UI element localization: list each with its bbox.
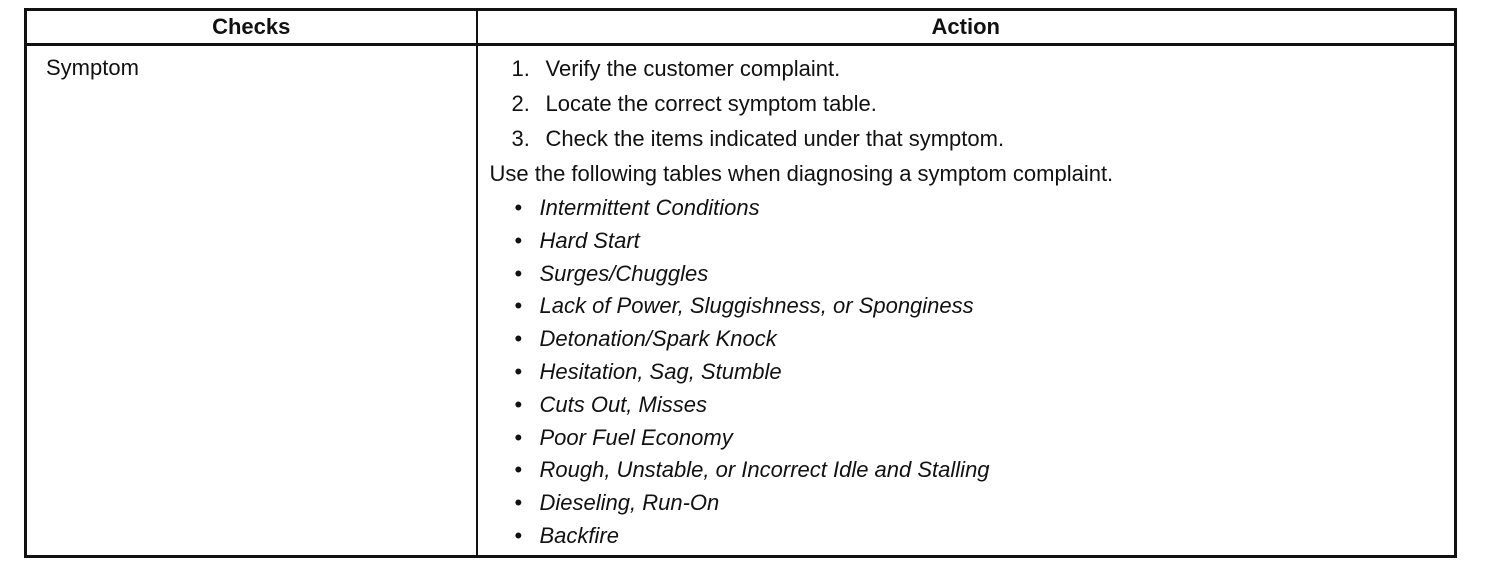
header-checks: Checks — [26, 10, 477, 45]
symptom-table-name: Rough, Unstable, or Incorrect Idle and Stalling — [539, 457, 990, 483]
list-item — [490, 194, 1455, 227]
symptom-table-name: Intermittent Conditions — [539, 195, 760, 220]
symptom-table-name: Surges/Chuggles — [539, 260, 709, 286]
table-row — [26, 45, 1456, 557]
step-number: 1. — [511, 56, 530, 81]
steps-list — [490, 55, 1455, 160]
symptom-table-name: Lack of Power, Sluggishness, or Sponginess — [539, 293, 974, 319]
symptom-table-name: Poor Fuel Economy — [539, 424, 733, 450]
step-number: 2. — [511, 91, 530, 116]
header-action: Action — [477, 10, 1456, 45]
symptom-table-name: Dieseling, Run-On — [539, 490, 720, 516]
bullet-icon: • — [514, 522, 523, 548]
bullet-icon: • — [514, 195, 523, 220]
symptom-table-name: Backfire — [539, 522, 619, 548]
list-item — [490, 456, 1455, 489]
step-item — [490, 125, 1455, 160]
list-item — [490, 489, 1455, 522]
list-item — [490, 424, 1455, 457]
step-text: Check the items indicated under that symptom. — [545, 126, 1005, 151]
action-cell — [477, 45, 1456, 557]
bullet-icon: • — [514, 260, 523, 286]
step-text: Verify the customer complaint. — [545, 56, 841, 81]
symptom-table-name: Hard Start — [539, 227, 640, 253]
bullet-icon: • — [514, 457, 523, 483]
bullet-icon: • — [514, 358, 523, 384]
diagnostic-table — [24, 8, 1457, 558]
list-item — [490, 358, 1455, 391]
step-number: 3. — [511, 126, 530, 151]
bullet-icon: • — [514, 326, 523, 352]
step-text: Locate the correct symptom table. — [545, 91, 877, 116]
bullet-icon: • — [514, 424, 523, 450]
symptom-table-name: Cuts Out, Misses — [539, 391, 707, 417]
bullet-icon: • — [514, 227, 523, 253]
symptom-table-name: Detonation/Spark Knock — [539, 326, 777, 352]
list-item — [490, 391, 1455, 424]
list-item — [490, 325, 1455, 358]
bullet-icon: • — [514, 391, 523, 417]
symptom-tables-list — [490, 194, 1455, 555]
list-item — [490, 292, 1455, 325]
header-row — [26, 10, 1456, 45]
check-cell: Symptom — [26, 45, 477, 557]
list-item — [490, 227, 1455, 260]
step-item — [490, 55, 1455, 90]
bullet-icon: • — [514, 490, 523, 516]
list-item — [490, 522, 1455, 555]
tables-intro: Use the following tables when diagnosing a symptom complaint. — [489, 161, 1114, 186]
list-item — [490, 260, 1455, 293]
step-item — [490, 90, 1455, 125]
symptom-table-name: Hesitation, Sag, Stumble — [539, 358, 782, 384]
bullet-icon: • — [514, 293, 523, 319]
